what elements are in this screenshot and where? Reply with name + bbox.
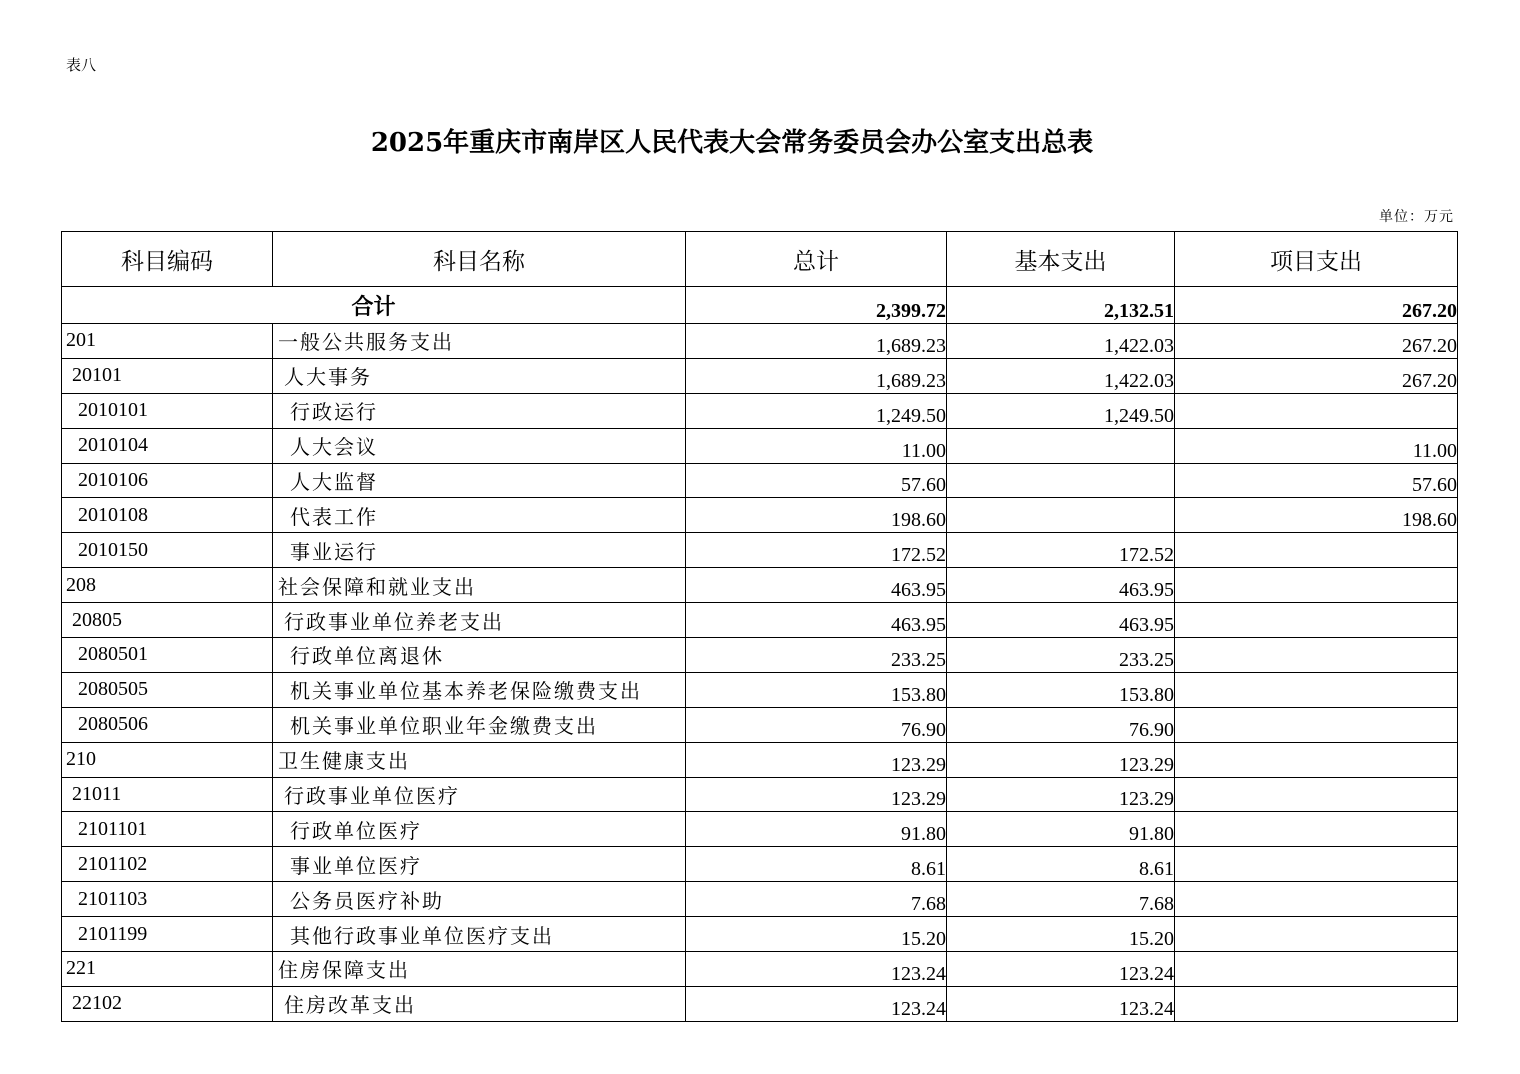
table-row xyxy=(62,358,1458,393)
summary-label: 合计 xyxy=(62,287,686,324)
row-name: 其他行政事业单位医疗支出 xyxy=(273,917,686,952)
row-basic: 15.20 xyxy=(947,917,1175,952)
row-total: 8.61 xyxy=(686,847,947,882)
table-row xyxy=(62,638,1458,673)
row-name: 社会保障和就业支出 xyxy=(273,568,686,603)
row-name: 人大监督 xyxy=(273,463,686,498)
row-total: 172.52 xyxy=(686,533,947,568)
row-total: 123.24 xyxy=(686,986,947,1021)
row-basic: 76.90 xyxy=(947,707,1175,742)
row-total: 15.20 xyxy=(686,917,947,952)
row-total: 463.95 xyxy=(686,603,947,638)
summary-total: 2,399.72 xyxy=(686,287,947,324)
row-code: 20101 xyxy=(62,358,273,393)
row-project: 198.60 xyxy=(1175,498,1458,533)
row-code: 2080501 xyxy=(62,638,273,673)
row-code: 2080505 xyxy=(62,672,273,707)
unit-note: 单位：万元 xyxy=(1379,209,1454,225)
page-title: 2025年重庆市南岸区人民代表大会常务委员会办公室支出总表 xyxy=(370,128,1094,158)
table-row xyxy=(62,777,1458,812)
row-project xyxy=(1175,742,1458,777)
row-total: 1,689.23 xyxy=(686,324,947,359)
column-header-basic: 基本支出 xyxy=(947,232,1175,287)
row-project xyxy=(1175,847,1458,882)
row-name: 行政单位离退休 xyxy=(273,638,686,673)
row-basic: 123.29 xyxy=(947,777,1175,812)
table-row xyxy=(62,324,1458,359)
row-name: 人大事务 xyxy=(273,358,686,393)
row-project xyxy=(1175,603,1458,638)
row-basic: 1,249.50 xyxy=(947,393,1175,428)
row-code: 201 xyxy=(62,324,273,359)
table-row xyxy=(62,882,1458,917)
row-total: 1,689.23 xyxy=(686,358,947,393)
row-basic: 123.29 xyxy=(947,742,1175,777)
row-name: 行政事业单位医疗 xyxy=(273,777,686,812)
row-total: 1,249.50 xyxy=(686,393,947,428)
row-project: 11.00 xyxy=(1175,428,1458,463)
row-total: 233.25 xyxy=(686,638,947,673)
row-basic xyxy=(947,428,1175,463)
row-total: 463.95 xyxy=(686,568,947,603)
table-row xyxy=(62,603,1458,638)
row-name: 行政事业单位养老支出 xyxy=(273,603,686,638)
row-name: 行政单位医疗 xyxy=(273,812,686,847)
row-name: 机关事业单位职业年金缴费支出 xyxy=(273,707,686,742)
row-code: 2010108 xyxy=(62,498,273,533)
row-project: 57.60 xyxy=(1175,463,1458,498)
row-basic: 123.24 xyxy=(947,986,1175,1021)
row-name: 事业单位医疗 xyxy=(273,847,686,882)
table-row xyxy=(62,812,1458,847)
column-header-project: 项目支出 xyxy=(1175,232,1458,287)
table-row xyxy=(62,672,1458,707)
table-row xyxy=(62,952,1458,987)
summary-row xyxy=(62,287,1458,324)
row-project xyxy=(1175,672,1458,707)
row-total: 123.29 xyxy=(686,777,947,812)
row-basic: 123.24 xyxy=(947,952,1175,987)
row-project xyxy=(1175,882,1458,917)
row-total: 123.24 xyxy=(686,952,947,987)
row-code: 208 xyxy=(62,568,273,603)
row-basic: 91.80 xyxy=(947,812,1175,847)
row-project xyxy=(1175,568,1458,603)
row-name: 住房改革支出 xyxy=(273,986,686,1021)
row-code: 2010150 xyxy=(62,533,273,568)
row-code: 22102 xyxy=(62,986,273,1021)
table-label: 表八 xyxy=(66,56,97,74)
row-code: 2010101 xyxy=(62,393,273,428)
summary-project: 267.20 xyxy=(1175,287,1458,324)
row-code: 2101102 xyxy=(62,847,273,882)
summary-basic: 2,132.51 xyxy=(947,287,1175,324)
row-project xyxy=(1175,707,1458,742)
table-row xyxy=(62,707,1458,742)
row-basic: 8.61 xyxy=(947,847,1175,882)
row-basic: 153.80 xyxy=(947,672,1175,707)
row-basic: 1,422.03 xyxy=(947,324,1175,359)
row-code: 221 xyxy=(62,952,273,987)
row-project xyxy=(1175,986,1458,1021)
row-name: 代表工作 xyxy=(273,498,686,533)
row-code: 2010106 xyxy=(62,463,273,498)
row-name: 机关事业单位基本养老保险缴费支出 xyxy=(273,672,686,707)
table-row xyxy=(62,393,1458,428)
column-header-total: 总计 xyxy=(686,232,947,287)
row-basic: 463.95 xyxy=(947,603,1175,638)
row-name: 行政运行 xyxy=(273,393,686,428)
row-project xyxy=(1175,952,1458,987)
row-project: 267.20 xyxy=(1175,324,1458,359)
table-row xyxy=(62,742,1458,777)
table-row xyxy=(62,568,1458,603)
row-project xyxy=(1175,777,1458,812)
row-code: 20805 xyxy=(62,603,273,638)
row-total: 123.29 xyxy=(686,742,947,777)
row-total: 11.00 xyxy=(686,428,947,463)
table-row xyxy=(62,463,1458,498)
row-project: 267.20 xyxy=(1175,358,1458,393)
column-header-code: 科目编码 xyxy=(62,232,273,287)
row-code: 2010104 xyxy=(62,428,273,463)
row-basic: 463.95 xyxy=(947,568,1175,603)
row-code: 2080506 xyxy=(62,707,273,742)
row-name: 卫生健康支出 xyxy=(273,742,686,777)
header-row xyxy=(62,232,1458,287)
row-code: 210 xyxy=(62,742,273,777)
table-row xyxy=(62,498,1458,533)
row-basic xyxy=(947,498,1175,533)
table-row xyxy=(62,847,1458,882)
table-row xyxy=(62,986,1458,1021)
table-row xyxy=(62,917,1458,952)
row-name: 人大会议 xyxy=(273,428,686,463)
row-project xyxy=(1175,638,1458,673)
table-row xyxy=(62,428,1458,463)
row-total: 57.60 xyxy=(686,463,947,498)
row-name: 事业运行 xyxy=(273,533,686,568)
row-total: 7.68 xyxy=(686,882,947,917)
row-total: 198.60 xyxy=(686,498,947,533)
row-basic: 233.25 xyxy=(947,638,1175,673)
row-project xyxy=(1175,393,1458,428)
row-code: 2101101 xyxy=(62,812,273,847)
row-project xyxy=(1175,533,1458,568)
row-basic: 172.52 xyxy=(947,533,1175,568)
row-code: 2101103 xyxy=(62,882,273,917)
row-total: 91.80 xyxy=(686,812,947,847)
row-project xyxy=(1175,812,1458,847)
expenditure-table xyxy=(61,231,1458,1022)
row-name: 一般公共服务支出 xyxy=(273,324,686,359)
row-total: 76.90 xyxy=(686,707,947,742)
row-project xyxy=(1175,917,1458,952)
row-name: 住房保障支出 xyxy=(273,952,686,987)
row-basic: 7.68 xyxy=(947,882,1175,917)
row-total: 153.80 xyxy=(686,672,947,707)
row-basic xyxy=(947,463,1175,498)
column-header-name: 科目名称 xyxy=(273,232,686,287)
row-name: 公务员医疗补助 xyxy=(273,882,686,917)
row-code: 2101199 xyxy=(62,917,273,952)
table-row xyxy=(62,533,1458,568)
row-basic: 1,422.03 xyxy=(947,358,1175,393)
row-code: 21011 xyxy=(62,777,273,812)
